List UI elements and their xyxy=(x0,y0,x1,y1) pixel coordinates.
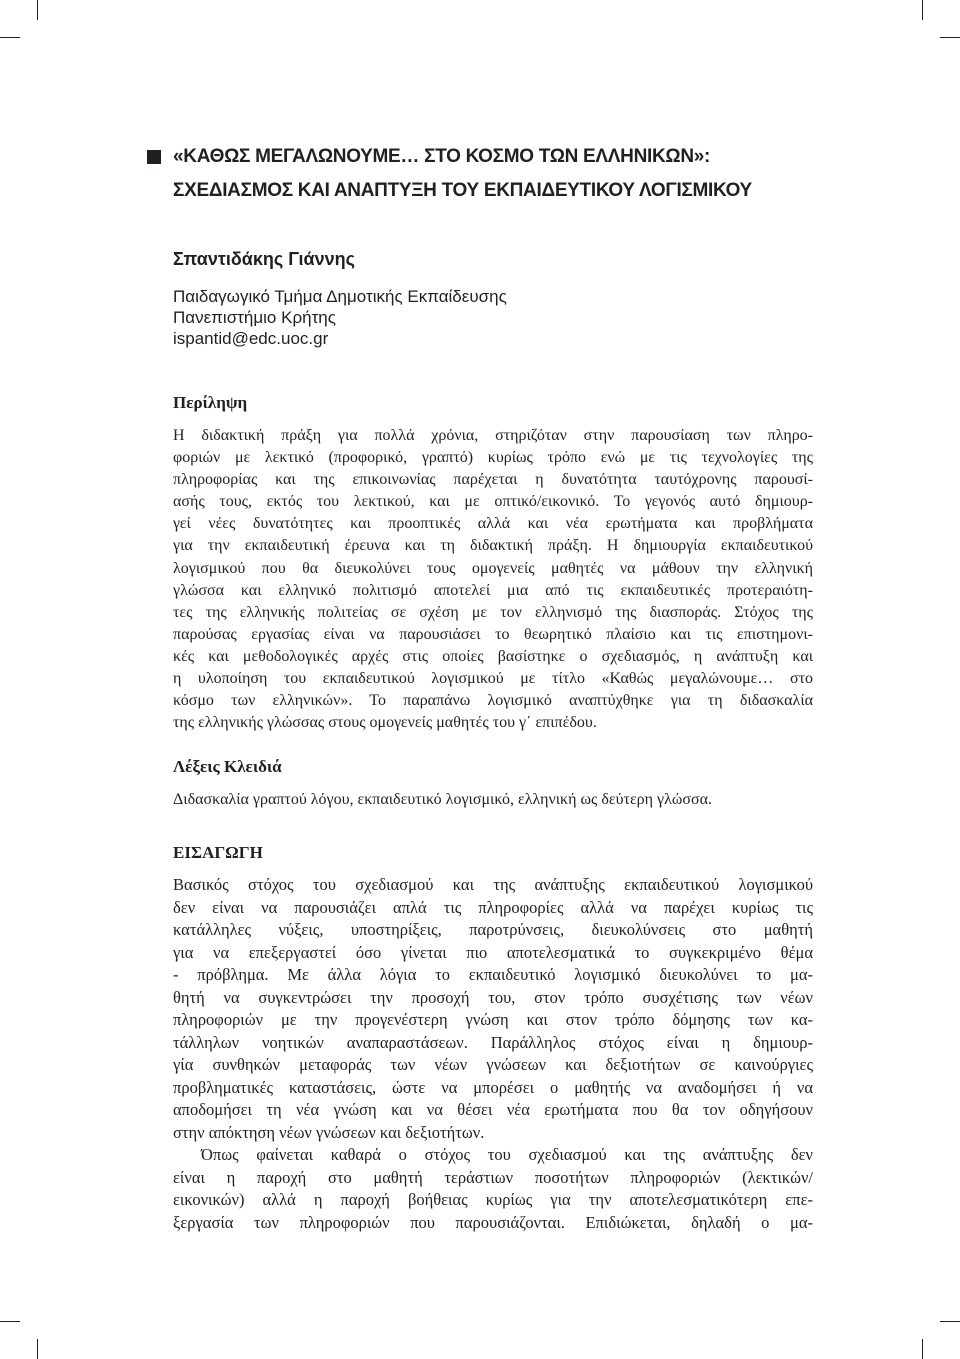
title-line: ΣΧΕΔΙΑΣΜΟΣ ΚΑΙ ΑΝΑΠΤΥΞΗ ΤΟΥ ΕΚΠΑΙΔΕΥΤΙΚΟΥ ΛΟΓΙΣΜΙΚΟΥ xyxy=(173,180,752,201)
affiliation-department: Παιδαγωγικό Τμήμα Δημοτικής Εκπαίδευσης xyxy=(173,287,507,306)
abstract-line: παρούσας εργασίας είναι να παρουσιάσει το θεωρητικό πλαίσιο και τις επιστημονι- xyxy=(173,625,813,643)
abstract-line: για την εκπαιδευτική έρευνα και τη διδακτική πράξη. Η δημιουργία εκπαιδευτικού xyxy=(173,537,813,555)
abstract-line: Η διδακτική πράξη για πολλά χρόνια, στηριζόταν στην παρουσίαση των πληρο- xyxy=(173,427,813,444)
introduction-body xyxy=(173,874,813,1234)
intro-line: θητή να συγκεντρώσει την προσοχή του, στον τρόπο συσχέτισης των νέων xyxy=(173,987,813,1007)
abstract-line: γεί νέες δυνατότητες και προοπτικές αλλά και νέα ερωτήματα και προβλήματα xyxy=(173,515,813,533)
abstract-line: γλώσσα και ελληνικό πολιτισμό αποτελεί μια από τις εκπαιδευτικές προτεραιότη- xyxy=(173,581,813,599)
intro-line: στην απόκτηση νέων γνώσεων και δεξιοτήτων. xyxy=(173,1122,485,1142)
intro-line: πληροφοριών με την προγενέστερη γνώση και στον τρόπο δόμησης των κα- xyxy=(173,1010,813,1029)
abstract-line: η υλοποίηση του εκπαιδευτικού λογισμικού με τίτλο «Καθώς μεγαλώνουμε… στο xyxy=(173,670,813,688)
keywords-text: Διδασκαλία γραπτού λόγου, εκπαιδευτικό λογισμικό, ελληνική ως δεύτερη γλώσσα. xyxy=(173,791,712,808)
crop-mark xyxy=(37,0,38,20)
abstract-heading: Περίληψη xyxy=(173,393,248,412)
author-affiliation xyxy=(173,286,507,349)
intro-line: - πρόβλημα. Με άλλα λόγια το εκπαιδευτικό λογισμικό διευκολύνει το μα- xyxy=(173,965,813,984)
title-line: «ΚΑΘΩΣ ΜΕΓΑΛΩΝΟΥΜΕ… ΣΤΟ ΚΟΣΜΟ ΤΩΝ ΕΛΛΗΝΙΚΩΝ»: xyxy=(173,146,711,167)
crop-mark xyxy=(922,0,923,20)
abstract-body xyxy=(173,425,813,734)
intro-line: δεν είναι να παρουσιάζει απλά τις πληροφορίες αλλά να παρέχει κυρίως τις xyxy=(173,897,813,917)
introduction-heading: ΕΙΣΑΓΩΓΗ xyxy=(173,843,263,862)
intro-line: είναι η παροχή στο μαθητή τεράστιων ποσοτήτων πληροφοριών (λεκτικών/ xyxy=(173,1167,813,1187)
crop-mark xyxy=(37,1339,38,1359)
abstract-line: λογισμικού που θα διευκολύνει τους ομογενείς μαθητές να μάθουν την ελληνική xyxy=(173,559,813,577)
paper-title xyxy=(173,140,813,208)
abstract-line: κές και μεθοδολογικές αρχές στις οποίες βασίστηκε ο σχεδιασμός, η ανάπτυξη και xyxy=(173,647,813,665)
intro-line: Βασικός στόχος του σχεδιασμού και της ανάπτυξης εκπαιδευτικού λογισμικού xyxy=(173,875,813,894)
author-email: ispantid@edc.uoc.gr xyxy=(173,329,329,348)
abstract-line: της ελληνικής γλώσσας στους ομογενείς μαθητές του γ΄ επιπέδου. xyxy=(173,714,597,732)
keywords-body xyxy=(173,789,813,811)
intro-line: γία συνθηκών μεταφοράς των νέων γνώσεων και δεξιοτήτων σε καινούργιες xyxy=(173,1055,813,1074)
crop-mark xyxy=(0,1321,20,1322)
crop-mark xyxy=(0,37,20,38)
abstract-line: πληροφορίας και της επικοινωνίας παρέχεται η δυνατότητα ταυτόχρονης παρουσί- xyxy=(173,471,813,489)
crop-mark xyxy=(940,1321,960,1322)
intro-line: προβληματικές καταστάσεις, ώστε να μπορέσει ο μαθητής να αναδομήσει ή να xyxy=(173,1077,813,1097)
intro-line: Όπως φαίνεται καθαρά ο στόχος του σχεδιασμού και της ανάπτυξης δεν xyxy=(201,1145,813,1164)
intro-line: κατάλληλες νύξεις, υποστηρίξεις, παροτρύνσεις, διευκολύνσεις στο μαθητή xyxy=(173,920,813,939)
crop-mark xyxy=(922,1339,923,1359)
author-name: Σπαντιδάκης Γιάννης xyxy=(173,249,355,269)
crop-mark xyxy=(940,37,960,38)
abstract-line: κόσμο των ελληνικών». Το παραπάνω λογισμικό αναπτύχθηκε για τη διδασκαλία xyxy=(173,692,813,710)
title-bullet-square xyxy=(147,150,161,164)
intro-line: ξεργασία των πληροφοριών που παρουσιάζονται. Επιδιώκεται, δηλαδή ο μα- xyxy=(173,1212,813,1232)
abstract-line: τες της ελληνικής πολιτείας σε σχέση με τον ελληνισμό της διασποράς. Στόχος της xyxy=(173,603,813,621)
abstract-line: ασής τους, εκτός του λεκτικού, και με οπτικό/εικονικό. Το γεγονός αυτό δημιουρ- xyxy=(173,493,813,511)
keywords-heading: Λέξεις Κλειδιά xyxy=(173,757,282,776)
intro-line: για να επεξεργαστεί όσο γίνεται πιο αποτελεσματικά το συγκεκριμένο θέμα xyxy=(173,942,813,962)
intro-line: τάλληλων νοητικών αναπαραστάσεων. Παράλληλος στόχος είναι η δημιουρ- xyxy=(173,1032,813,1052)
intro-line: εικονικών) αλλά η παροχή βοήθειας κυρίως για την αποτελεσματικότερη επε- xyxy=(173,1190,813,1209)
affiliation-university: Πανεπιστήμιο Κρήτης xyxy=(173,308,336,327)
intro-line: αποδομήσει τη νέα γνώση και να θέσει νέα ερωτήματα που θα τον οδηγήσουν xyxy=(173,1100,813,1119)
abstract-line: φοριών με λεκτικό (προφορικό, γραπτό) κυρίως τρόπο ενώ με τις τεχνολογίες της xyxy=(173,449,813,467)
